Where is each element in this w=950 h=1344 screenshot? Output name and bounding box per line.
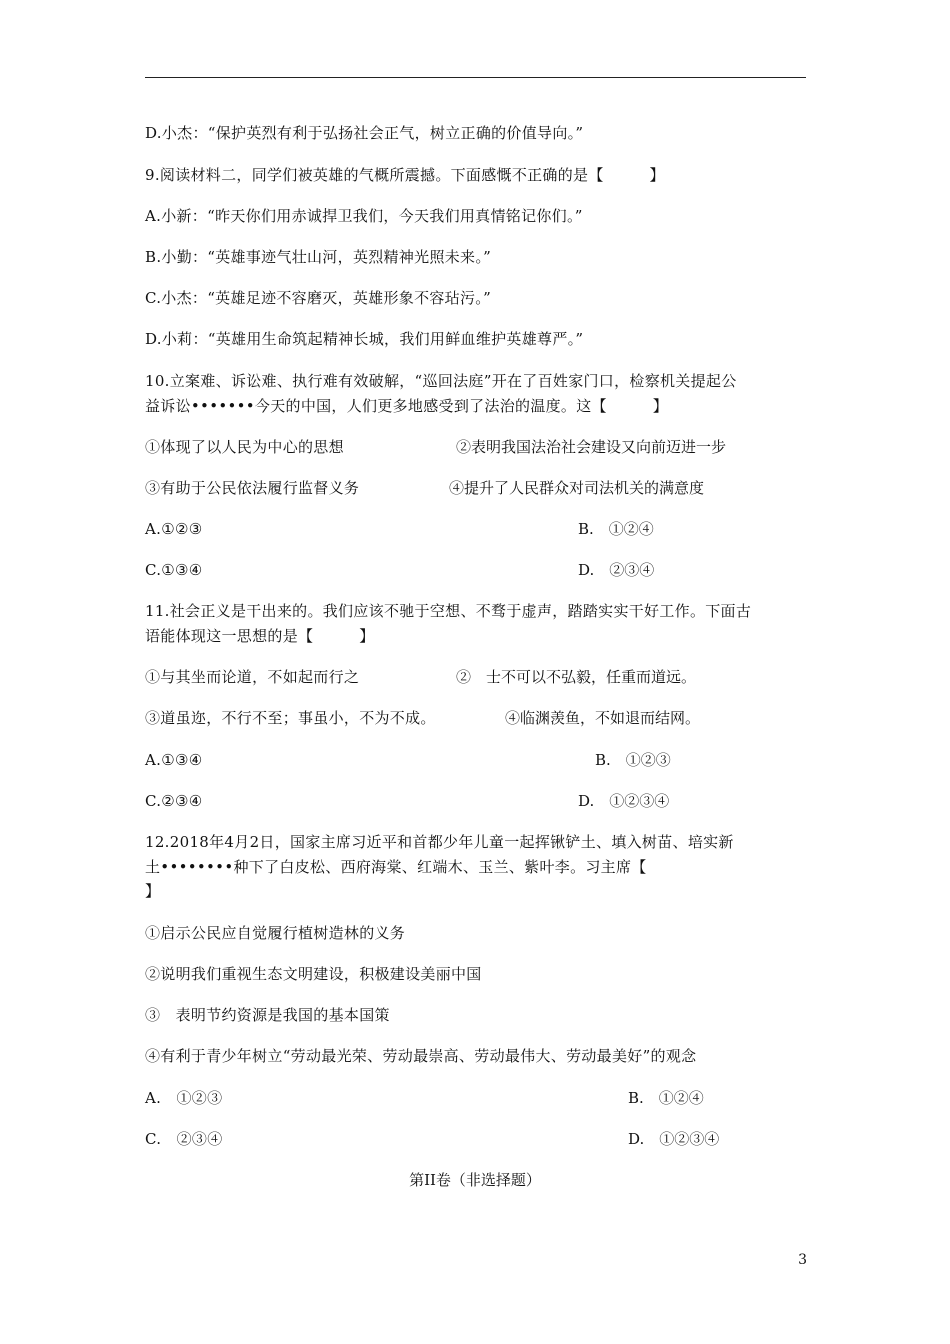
page-number: 3 <box>798 1252 807 1268</box>
q12-statement-3: ③ 表明节约资源是我国的基本国策 <box>145 1006 390 1024</box>
q9-option-a: A.小新：“昨天你们用赤诚捍卫我们，今天我们用真情铭记你们。” <box>145 207 583 225</box>
q12-stem-line3: 】 <box>145 882 161 900</box>
q10-option-c: C.①③④ <box>145 561 203 579</box>
q11-option-b: B. ①②③ <box>595 751 671 769</box>
q10-statement-1: ①体现了以人民为中心的思想 <box>145 438 344 456</box>
q10-stem-line1: 10.立案难、诉讼难、执行难有效破解，“巡回法庭”开在了百姓家门口，检察机关提起公 <box>145 372 737 390</box>
q10-statement-3: ③有助于公民依法履行监督义务 <box>145 479 360 497</box>
q12-statement-2: ②说明我们重视生态文明建设，积极建设美丽中国 <box>145 965 482 983</box>
q10-statement-2: ②表明我国法治社会建设又向前迈进一步 <box>456 438 727 456</box>
q11-option-d: D. ①②③④ <box>578 792 670 810</box>
section-title: 第II卷（非选择题） <box>409 1171 541 1189</box>
q10-option-d: D. ②③④ <box>578 561 655 579</box>
q12-stem-line1: 12.2018年4月2日，国家主席习近平和首都少年儿童一起挥锹铲土、填入树苗、培实新 <box>145 833 734 851</box>
q8-option-d: D.小杰：“保护英烈有利于弘扬社会正气，树立正确的价值导向。” <box>145 124 584 142</box>
q9-option-d: D.小莉：“英雄用生命筑起精神长城，我们用鲜血维护英雄尊严。” <box>145 330 584 348</box>
q12-stem-line2: 土••••••••种下了白皮松、西府海棠、红端木、玉兰、紫叶李。习主席【 <box>145 858 647 876</box>
q10-option-a: A.①②③ <box>145 520 203 538</box>
q11-statement-4: ④临渊羡鱼，不如退而结网。 <box>505 709 701 727</box>
q11-statement-3: ③道虽迩，不行不至；事虽小，不为不成。 <box>145 709 436 727</box>
q12-option-a: A. ①②③ <box>145 1089 223 1107</box>
q9-option-c: C.小杰：“英雄足迹不容磨灭，英雄形象不容玷污。” <box>145 289 492 307</box>
q11-stem-line1: 11.社会正义是干出来的。我们应该不驰于空想、不骛于虚声，踏踏实实干好工作。下面古 <box>145 602 752 620</box>
q12-option-c: C. ②③④ <box>145 1130 223 1148</box>
q12-option-b: B. ①②④ <box>628 1089 704 1107</box>
q10-option-b: B. ①②④ <box>578 520 654 538</box>
q11-stem-line2: 语能体现这一思想的是【 】 <box>145 627 375 645</box>
q12-statement-1: ①启示公民应自觉履行植树造林的义务 <box>145 924 406 942</box>
q11-option-a: A.①③④ <box>145 751 203 769</box>
q10-stem-line2: 益诉讼•••••••今天的中国，人们更多地感受到了法治的温度。这【 】 <box>145 397 669 415</box>
q11-statement-2: ② 士不可以不弘毅，任重而道远。 <box>456 668 697 686</box>
q10-statement-4: ④提升了人民群众对司法机关的满意度 <box>449 479 705 497</box>
q11-option-c: C.②③④ <box>145 792 203 810</box>
header-rule <box>145 77 806 78</box>
q12-option-d: D. ①②③④ <box>628 1130 720 1148</box>
q11-statement-1: ①与其坐而论道，不如起而行之 <box>145 668 360 686</box>
q9-stem: 9.阅读材料二，同学们被英雄的气概所震撼。下面感慨不正确的是【 】 <box>145 166 665 184</box>
q9-option-b: B.小勤：“英雄事迹气壮山河，英烈精神光照未来。” <box>145 248 492 266</box>
q12-statement-4: ④有利于青少年树立“劳动最光荣、劳动最崇高、劳动最伟大、劳动最美好”的观念 <box>145 1047 697 1065</box>
